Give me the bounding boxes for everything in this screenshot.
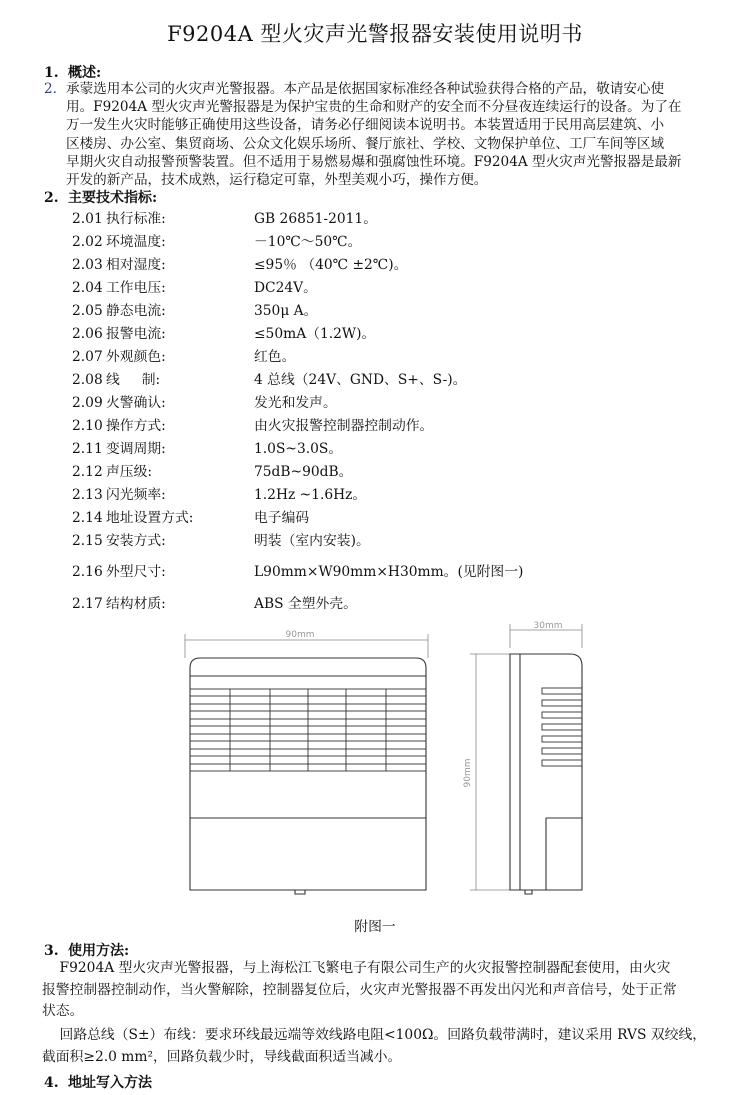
spec-number: 2.14 xyxy=(72,510,103,526)
spec-number: 2.16 xyxy=(72,564,103,580)
spec-number: 2.10 xyxy=(72,418,103,434)
figure-caption: 附图一 xyxy=(354,919,396,935)
spec-key: 环境温度: xyxy=(106,234,166,250)
spec-row xyxy=(72,230,361,250)
section-1-line: 承蒙选用本公司的火灾声光警报器。本产品是依据国家标准经各种试验获得合格的产品，敬请安心使 xyxy=(66,81,665,97)
spec-number: 2.01 xyxy=(72,211,103,227)
section-1-line: 开发的新产品，技术成熟，运行稳定可靠，外型美观小巧，操作方便。 xyxy=(66,172,488,189)
spec-value: GB 26851-2011。 xyxy=(254,211,378,227)
front-grille xyxy=(190,689,426,771)
spec-row xyxy=(72,460,352,480)
section-3-title: 使用方法: xyxy=(68,943,130,959)
spec-value: 4 总线（24V、GND、S+、S-)。 xyxy=(254,372,467,388)
section-3-line: 状态。 xyxy=(42,1003,84,1019)
spec-number: 2.08 xyxy=(72,372,103,388)
spec-key: 执行标准: xyxy=(106,211,166,227)
spec-number: 2.06 xyxy=(72,326,103,342)
section-3-heading xyxy=(44,940,129,960)
section-3-line: 截面积≥2.0 mm²，回路负载少时，导线截面积适当减小。 xyxy=(42,1048,402,1065)
spec-key: 声压级: xyxy=(106,464,153,480)
spec-number: 2.11 xyxy=(72,441,103,457)
front-width-label: 90mm xyxy=(285,630,315,640)
section-2-heading xyxy=(44,187,157,207)
spec-value: DC24V。 xyxy=(254,280,317,296)
spec-key: 火警确认: xyxy=(106,395,166,411)
spec-value: 1.0S~3.0S。 xyxy=(254,441,343,457)
spec-row xyxy=(72,506,309,526)
spec-number: 2.17 xyxy=(72,596,103,612)
spec-value: 明装（室内安装)。 xyxy=(254,533,370,549)
section-4-heading xyxy=(44,1072,152,1092)
section-1-lead-number: 2. xyxy=(44,81,57,97)
spec-key: 外观颜色: xyxy=(106,349,166,365)
spec-key: 静态电流: xyxy=(106,303,166,319)
spec-row xyxy=(72,276,317,296)
spec-value: 75dB~90dB。 xyxy=(254,464,353,480)
side-vents xyxy=(542,688,582,766)
section-4-number: 4. xyxy=(44,1075,59,1091)
spec-number: 2.09 xyxy=(72,395,103,411)
spec-value: 由火灾报警控制器控制动作。 xyxy=(254,418,434,434)
section-3-line: 报警控制器控制动作，当火警解除，控制器复位后，火灾声光警报器不再发出闪光和声音信号，处于正常 xyxy=(42,981,677,998)
document-title: F9204A 型火灾声光警报器安装使用说明书 xyxy=(167,22,583,46)
section-1-line: 早期火灾自动报警预警装置。但不适用于易燃易爆和强腐蚀性环境。F9204A 型火灾声光警报器是最新 xyxy=(66,153,682,170)
spec-key: 工作电压: xyxy=(106,280,166,296)
section-1-heading xyxy=(44,62,101,82)
spec-key: 外型尺寸: xyxy=(106,564,166,580)
section-3-paragraph-1 xyxy=(42,958,732,1023)
section-1-line: 区楼房、办公室、集贸商场、公众文化娱乐场所、餐厅旅社、学校、文物保护单位、工厂车间等区域 xyxy=(66,135,665,152)
section-3-paragraph-2 xyxy=(42,1025,732,1068)
spec-row xyxy=(72,345,295,365)
spec-key: 安装方式: xyxy=(106,533,166,549)
spec-value: －10℃～50℃。 xyxy=(254,234,362,250)
section-1-line: 万一发生火灾时能够正确使用这些设备，请务必仔细阅读本说明书。本装置适用于民用高层建筑、小 xyxy=(66,117,665,134)
spec-row xyxy=(72,592,357,612)
section-1-title: 概述: xyxy=(68,65,102,81)
spec-row xyxy=(72,299,317,319)
section-2-title: 主要技术指标: xyxy=(68,190,158,206)
section-1-number: 1. xyxy=(44,65,59,81)
spec-key: 线 制: xyxy=(106,372,161,388)
spec-row xyxy=(72,483,366,503)
spec-key: 报警电流: xyxy=(106,326,166,342)
spec-key: 结构材质: xyxy=(106,596,166,612)
spec-value: ≤50mA（1.2W)。 xyxy=(254,326,376,342)
spec-value: 1.2Hz ~1.6Hz。 xyxy=(254,487,367,503)
section-3-line: 回路总线（S±）布线：要求环线最远端等效线路电阻<100Ω。回路负载带满时，建议采用 RVS 双绞线， xyxy=(42,1027,707,1043)
section-1-body xyxy=(44,80,724,189)
spec-number: 2.13 xyxy=(72,487,103,503)
spec-row xyxy=(72,560,523,580)
side-height-dimension xyxy=(470,654,510,890)
spec-value: 350μ A。 xyxy=(254,303,318,319)
spec-key: 相对湿度: xyxy=(106,257,166,273)
spec-number: 2.15 xyxy=(72,533,103,549)
spec-number: 2.02 xyxy=(72,234,103,250)
spec-row xyxy=(72,368,466,388)
spec-key: 闪光频率: xyxy=(106,487,166,503)
section-4-title: 地址写入方法 xyxy=(68,1075,152,1091)
spec-value: L90mm×W90mm×H30mm。(见附图一) xyxy=(254,564,524,580)
spec-value: 电子编码 xyxy=(254,510,310,526)
spec-key: 变调周期: xyxy=(106,441,166,457)
section-3-line: F9204A 型火灾声光警报器，与上海松江飞繁电子有限公司生产的火灾报警控制器配套使用，由火灾 xyxy=(42,960,671,976)
spec-row xyxy=(72,391,337,411)
section-1-line: 用。F9204A 型火灾声光警报器是为保护宝贵的生命和财产的安全而不分昼夜连续运行的设备。为了在 xyxy=(66,99,682,116)
spec-number: 2.03 xyxy=(72,257,103,273)
device-drawing xyxy=(170,618,610,908)
spec-value: 红色。 xyxy=(254,349,296,365)
spec-key: 地址设置方式: xyxy=(106,510,194,526)
spec-row xyxy=(72,437,342,457)
spec-row xyxy=(72,322,375,342)
spec-number: 2.05 xyxy=(72,303,103,319)
spec-row xyxy=(72,529,370,549)
side-height-label: 90mm xyxy=(463,758,473,788)
spec-value: ABS 全塑外壳。 xyxy=(254,596,357,612)
spec-value: ≤95％ （40℃ ±2℃)。 xyxy=(254,257,408,273)
spec-row xyxy=(72,253,407,273)
section-2-number: 2. xyxy=(44,190,59,206)
side-view xyxy=(510,654,582,894)
section-3-number: 3. xyxy=(44,943,59,959)
spec-value: 发光和发声。 xyxy=(254,395,337,411)
spec-number: 2.07 xyxy=(72,349,103,365)
spec-number: 2.04 xyxy=(72,280,103,296)
spec-key: 操作方式: xyxy=(106,418,166,434)
spec-number: 2.12 xyxy=(72,464,103,480)
side-depth-label: 30mm xyxy=(533,621,563,631)
spec-row xyxy=(72,414,433,434)
spec-row xyxy=(72,207,377,227)
